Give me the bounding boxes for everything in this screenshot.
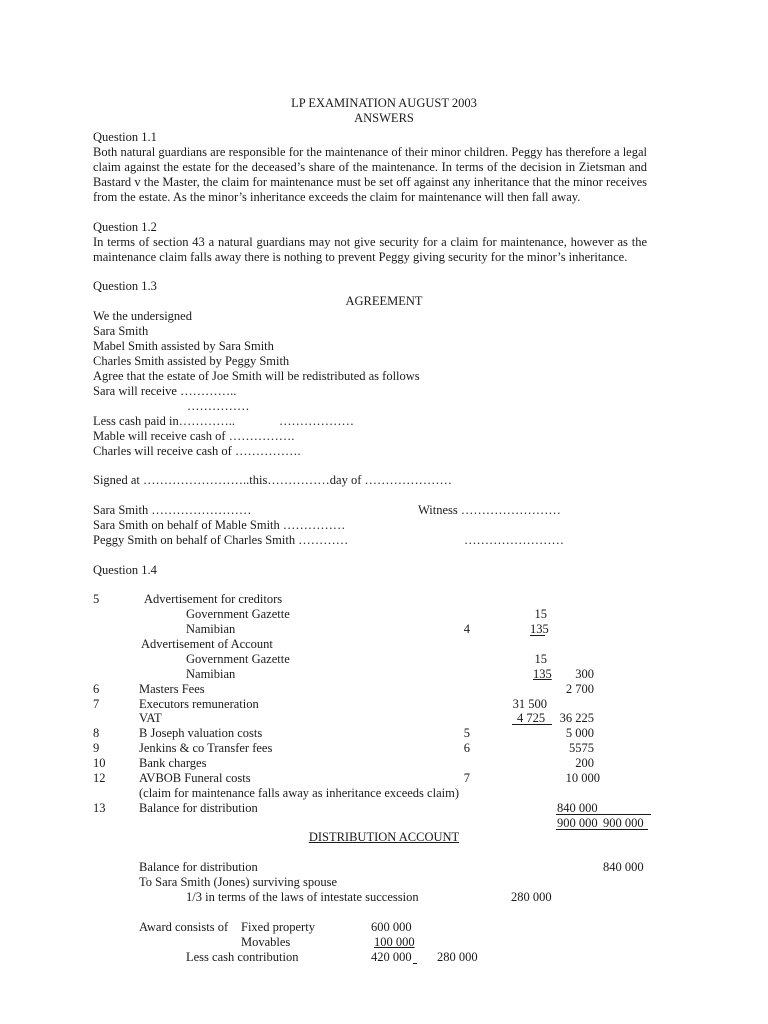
award-item: Movables xyxy=(241,935,291,949)
amount-cell: 15 xyxy=(534,652,547,666)
item-description: Bank charges xyxy=(139,756,207,770)
amount-cell: 200 xyxy=(575,756,594,770)
agreement-line: Sara will receive ………….. xyxy=(93,384,237,398)
folio-cell: 7 xyxy=(463,771,470,785)
underline-rule xyxy=(530,635,545,636)
item-number: 5 xyxy=(93,592,100,606)
double-underline-rule xyxy=(556,829,648,830)
item-description: Government Gazette xyxy=(186,607,290,621)
signature-line: Sara Smith on behalf of Mable Smith …………… xyxy=(93,518,346,532)
item-description: VAT xyxy=(139,711,162,725)
document-subtitle: ANSWERS xyxy=(354,111,414,125)
question-1-2-answer: In terms of section 43 a natural guardians may not give security for a claim for maintenance, however as the maintenance claim falls away there is nothing to prevent Peggy giving security for the minor’s inheritance. xyxy=(93,235,647,264)
item-description: Jenkins & co Transfer fees xyxy=(139,741,273,755)
item-number: 13 xyxy=(93,801,106,815)
item-description: Namibian xyxy=(186,667,236,681)
agreement-line: Mable will receive cash of ……………. xyxy=(93,429,295,443)
item-number: 6 xyxy=(93,682,100,696)
witness-line: Witness …………………… xyxy=(418,503,561,517)
amount-cell: 36 225 xyxy=(559,711,594,725)
amount-cell: 31 500 xyxy=(512,697,547,711)
item-description: Balance for distribution xyxy=(139,801,258,815)
folio-cell: 5 xyxy=(463,726,470,740)
item-number: 9 xyxy=(93,741,100,755)
distribution-line: To Sara Smith (Jones) surviving spouse xyxy=(139,875,338,889)
award-label: Award consists of xyxy=(139,920,229,934)
question-1-2-heading: Question 1.2 xyxy=(93,220,157,234)
amount-cell: 840 000 xyxy=(557,801,598,815)
item-description: Executors remuneration xyxy=(139,697,259,711)
distribution-amount: 280 000 xyxy=(511,890,552,904)
distribution-account-title: DISTRIBUTION ACCOUNT xyxy=(308,830,460,844)
award-amount: 600 000 xyxy=(371,920,412,934)
agreement-blank: ……………… xyxy=(279,414,354,428)
agreement-line: Charles will receive cash of ……………. xyxy=(93,444,301,458)
signature-line: Sara Smith …………………… xyxy=(93,503,252,517)
agreement-line: We the undersigned xyxy=(93,309,192,323)
item-description: Advertisement of Account xyxy=(141,637,273,651)
item-number: 8 xyxy=(93,726,100,740)
amount-cell: 10 000 xyxy=(565,771,600,785)
amount-cell: 135 xyxy=(533,667,552,681)
amount-cell: 300 xyxy=(575,667,594,681)
agreement-line: Agree that the estate of Joe Smith will be redistributed as follows xyxy=(93,369,420,383)
question-1-1-heading: Question 1.1 xyxy=(93,130,157,144)
question-1-1-answer: Both natural guardians are responsible for the maintenance of their minor children. Peggy has therefore a legal claim against the estate for the deceased’s share of the maintenance. In terms of the decision in Zietsman and Bastard v the Master, the claim for maintenance must be set off against any inheritance that the minor receives from the estate. As the minor’s inheritance exceeds the claim for maintenance will then fall away. xyxy=(93,145,647,204)
award-amount: 420 000 xyxy=(371,950,412,964)
agreement-line: Charles Smith assisted by Peggy Smith xyxy=(93,354,290,368)
total-amount: 900 000 xyxy=(557,816,598,830)
item-number: 7 xyxy=(93,697,100,711)
item-note: (claim for maintenance falls away as inheritance exceeds claim) xyxy=(139,786,459,800)
amount-cell: 5 000 xyxy=(565,726,594,740)
item-description: Masters Fees xyxy=(139,682,205,696)
distribution-line: 1/3 in terms of the laws of intestate succession xyxy=(186,890,419,904)
item-description: B Joseph valuation costs xyxy=(139,726,263,740)
agreement-blank: …………… xyxy=(187,399,250,413)
signature-line: Peggy Smith on behalf of Charles Smith ………… xyxy=(93,533,349,547)
award-amount: 100 000 xyxy=(374,935,415,949)
document-title: LP EXAMINATION AUGUST 2003 xyxy=(291,96,477,110)
distribution-amount: 840 000 xyxy=(603,860,644,874)
item-description: Namibian xyxy=(186,622,236,636)
total-amount: 900 000 xyxy=(603,816,644,830)
question-1-3-heading: Question 1.3 xyxy=(93,279,157,293)
amount-cell: 15 xyxy=(534,607,547,621)
award-amount: 280 000 xyxy=(437,950,478,964)
amount-cell: 135 xyxy=(530,622,549,636)
award-item: Less cash contribution xyxy=(186,950,299,964)
agreement-line: Sara Smith xyxy=(93,324,149,338)
witness-blank: …………………… xyxy=(464,533,564,547)
amount-cell: 5575 xyxy=(569,741,594,755)
item-description: AVBOB Funeral costs xyxy=(139,771,251,785)
item-description: Government Gazette xyxy=(186,652,290,666)
item-description: Advertisement for creditors xyxy=(144,592,283,606)
amount-cell: 2 700 xyxy=(565,682,594,696)
question-1-4-heading: Question 1.4 xyxy=(93,563,157,577)
agreement-title: AGREEMENT xyxy=(345,294,423,308)
underline-rule xyxy=(413,963,417,964)
folio-cell: 6 xyxy=(463,741,470,755)
item-number: 12 xyxy=(93,771,106,785)
amount-cell: 4 725 xyxy=(517,711,546,725)
agreement-line: Less cash paid in………….. xyxy=(93,414,235,428)
underline-rule xyxy=(556,814,651,815)
item-number: 10 xyxy=(93,756,106,770)
award-item: Fixed property xyxy=(241,920,315,934)
distribution-line: Balance for distribution xyxy=(139,860,258,874)
signed-at-line: Signed at ……………………..this……………day of ………………… xyxy=(93,473,453,487)
folio-cell: 4 xyxy=(463,622,470,636)
agreement-line: Mabel Smith assisted by Sara Smith xyxy=(93,339,274,353)
